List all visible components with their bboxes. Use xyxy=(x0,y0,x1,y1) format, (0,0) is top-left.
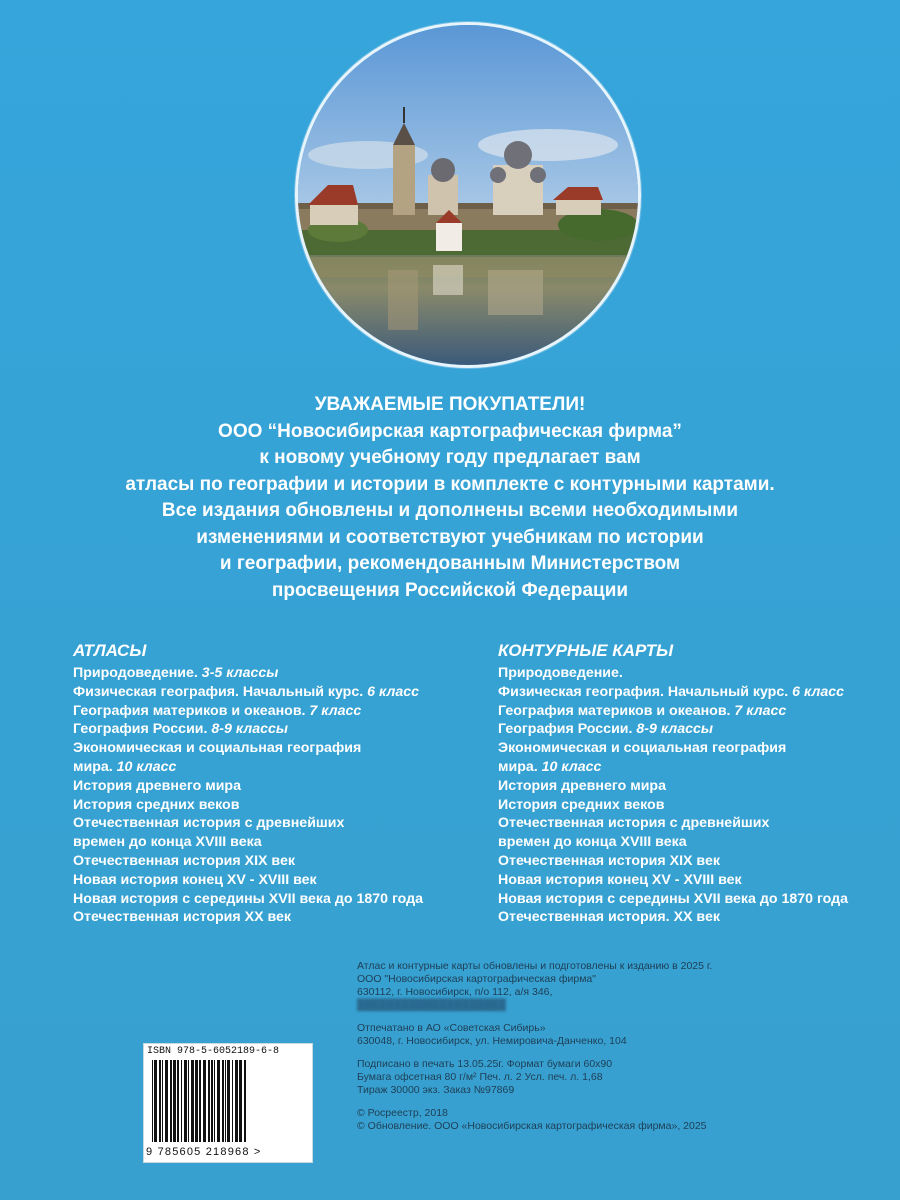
item-grade: 10 класс xyxy=(537,758,602,775)
list-item xyxy=(73,908,473,927)
intro-line: просвещения Российской Федерации xyxy=(271,579,629,601)
imprint-line: © Обновление. ООО «Новосибирская картографическая фирма», 2025 xyxy=(357,1120,707,1132)
intro-line: Все издания обновлены и дополнены всеми необходимыми xyxy=(161,500,739,521)
atlases-list xyxy=(73,640,473,927)
list-item xyxy=(498,796,888,815)
item-title: Новая история конец XV - XVIII век xyxy=(73,871,317,888)
list-item xyxy=(498,833,888,852)
list-item xyxy=(73,683,473,702)
list-item xyxy=(73,796,473,815)
item-grade: 3-5 классы xyxy=(197,665,279,681)
item-grade: 7 класс xyxy=(305,702,362,719)
item-grade: 7 класс xyxy=(730,702,787,719)
item-title: Отечественная история. XX век xyxy=(498,909,720,926)
item-title: Новая история конец XV - XVIII век xyxy=(498,871,742,888)
list-item xyxy=(73,758,473,777)
item-title: времен до конца XVIII века xyxy=(73,834,262,851)
list-item xyxy=(498,664,888,683)
imprint-line: Подписано в печать 13.05.25г. Формат бумаги 60х90 xyxy=(357,1058,613,1070)
list-item xyxy=(73,833,473,852)
imprint-copyright xyxy=(357,1107,877,1133)
list-item xyxy=(73,890,473,909)
imprint-line: Тираж 30000 экз. Заказ №97869 xyxy=(357,1084,515,1096)
item-title: География России. xyxy=(73,721,208,738)
imprint-publisher xyxy=(357,960,877,1012)
item-title: Экономическая и социальная география xyxy=(73,740,362,757)
item-grade: 8-9 классы xyxy=(207,721,289,738)
atlases-heading: АТЛАСЫ xyxy=(73,641,147,660)
item-grade: 8-9 классы xyxy=(632,721,714,738)
item-title: Отечественная история XX век xyxy=(73,909,292,926)
item-title: времен до конца XVIII века xyxy=(498,834,687,851)
item-title: Физическая география. Начальный курс. xyxy=(498,683,789,700)
item-grade: 10 класс xyxy=(112,758,177,775)
imprint-line: © Росреестр, 2018 xyxy=(357,1107,448,1119)
imprint-line: Атлас и контурные карты обновлены и подготовлены к изданию в 2025 г. xyxy=(357,960,713,972)
intro-line: изменениями и соответствуют учебникам по истории xyxy=(196,526,704,548)
list-item xyxy=(498,908,888,927)
item-title: Новая история с середины XVII века до 1870 года xyxy=(498,890,849,907)
list-item xyxy=(498,777,888,796)
imprint-line: ООО "Новосибирская картографическая фирма" xyxy=(357,973,596,985)
list-item xyxy=(498,758,888,777)
contour-maps-list xyxy=(498,640,888,927)
imprint-info xyxy=(357,960,877,1143)
list-item xyxy=(498,871,888,890)
list-item xyxy=(498,683,888,702)
item-title: Отечественная история XIX век xyxy=(498,852,720,869)
item-title: Физическая география. Начальный курс. xyxy=(73,683,364,700)
contour-maps-heading: КОНТУРНЫЕ КАРТЫ xyxy=(498,641,674,660)
intro-line: ООО “Новосибирская картографическая фирма” xyxy=(218,420,682,442)
item-title: Природоведение. xyxy=(73,665,198,681)
item-title: мира. xyxy=(498,758,538,775)
list-item xyxy=(73,871,473,890)
list-item xyxy=(73,852,473,871)
list-item xyxy=(498,890,888,909)
item-title: География России. xyxy=(498,721,633,738)
item-title: Отечественная история с древнейших xyxy=(498,815,770,832)
list-item xyxy=(73,777,473,796)
list-item xyxy=(498,702,888,721)
list-item xyxy=(498,739,888,758)
imprint-line: 630048, г. Новосибирск, ул. Немировича-Данченко, 104 xyxy=(357,1035,627,1047)
item-grade: 6 класс xyxy=(788,683,844,700)
item-title: История древнего мира xyxy=(498,777,666,794)
intro-greeting: УВАЖАЕМЫЕ ПОКУПАТЕЛИ! xyxy=(314,394,586,415)
isbn-barcode-box xyxy=(143,1043,313,1163)
item-title: География материков и океанов. xyxy=(498,702,731,719)
list-item xyxy=(498,852,888,871)
imprint-print-details xyxy=(357,1058,877,1097)
item-title: Новая история с середины XVII века до 1870 года xyxy=(73,890,424,907)
list-item xyxy=(498,720,888,739)
item-title: Отечественная история с древнейших xyxy=(73,815,345,832)
barcode-icon xyxy=(150,1060,306,1144)
list-item xyxy=(73,664,473,683)
item-title: Экономическая и социальная география xyxy=(498,740,787,757)
list-item xyxy=(73,814,473,833)
list-item xyxy=(73,720,473,739)
redacted-contact-line: ████████████████████ xyxy=(357,999,506,1011)
item-title: География материков и океанов. xyxy=(73,702,306,719)
isbn-label: ISBN 978-5-6052189-6-8 xyxy=(147,1046,280,1057)
list-item xyxy=(498,814,888,833)
intro-line: атласы по географии и истории в комплекте с контурными картами. xyxy=(125,473,775,495)
item-grade: 6 класс xyxy=(363,683,419,700)
list-item xyxy=(73,702,473,721)
intro-text xyxy=(60,392,840,604)
imprint-line: 630112, г. Новосибирск, п/о 112, а/я 346, xyxy=(357,986,553,998)
intro-line: к новому учебному году предлагает вам xyxy=(259,447,641,468)
item-title: Отечественная история XIX век xyxy=(73,852,295,869)
imprint-line: Бумага офсетная 80 г/м² Печ. л. 2 Усл. печ. л. 1,68 xyxy=(357,1071,603,1083)
item-title: История средних веков xyxy=(498,796,665,813)
item-title: История древнего мира xyxy=(73,777,241,794)
solovetsky-monastery-image xyxy=(298,25,638,365)
list-item xyxy=(73,739,473,758)
item-title: История средних веков xyxy=(73,796,240,813)
item-title: мира. xyxy=(73,758,113,775)
item-title: Природоведение. xyxy=(498,665,623,681)
intro-line: и географии, рекомендованным Министерством xyxy=(219,553,681,574)
imprint-line: Отпечатано в АО «Советская Сибирь» xyxy=(357,1022,546,1034)
monastery-photo xyxy=(295,22,641,368)
barcode-number: 9 785605 218968 > xyxy=(146,1146,262,1158)
imprint-printer xyxy=(357,1022,877,1048)
